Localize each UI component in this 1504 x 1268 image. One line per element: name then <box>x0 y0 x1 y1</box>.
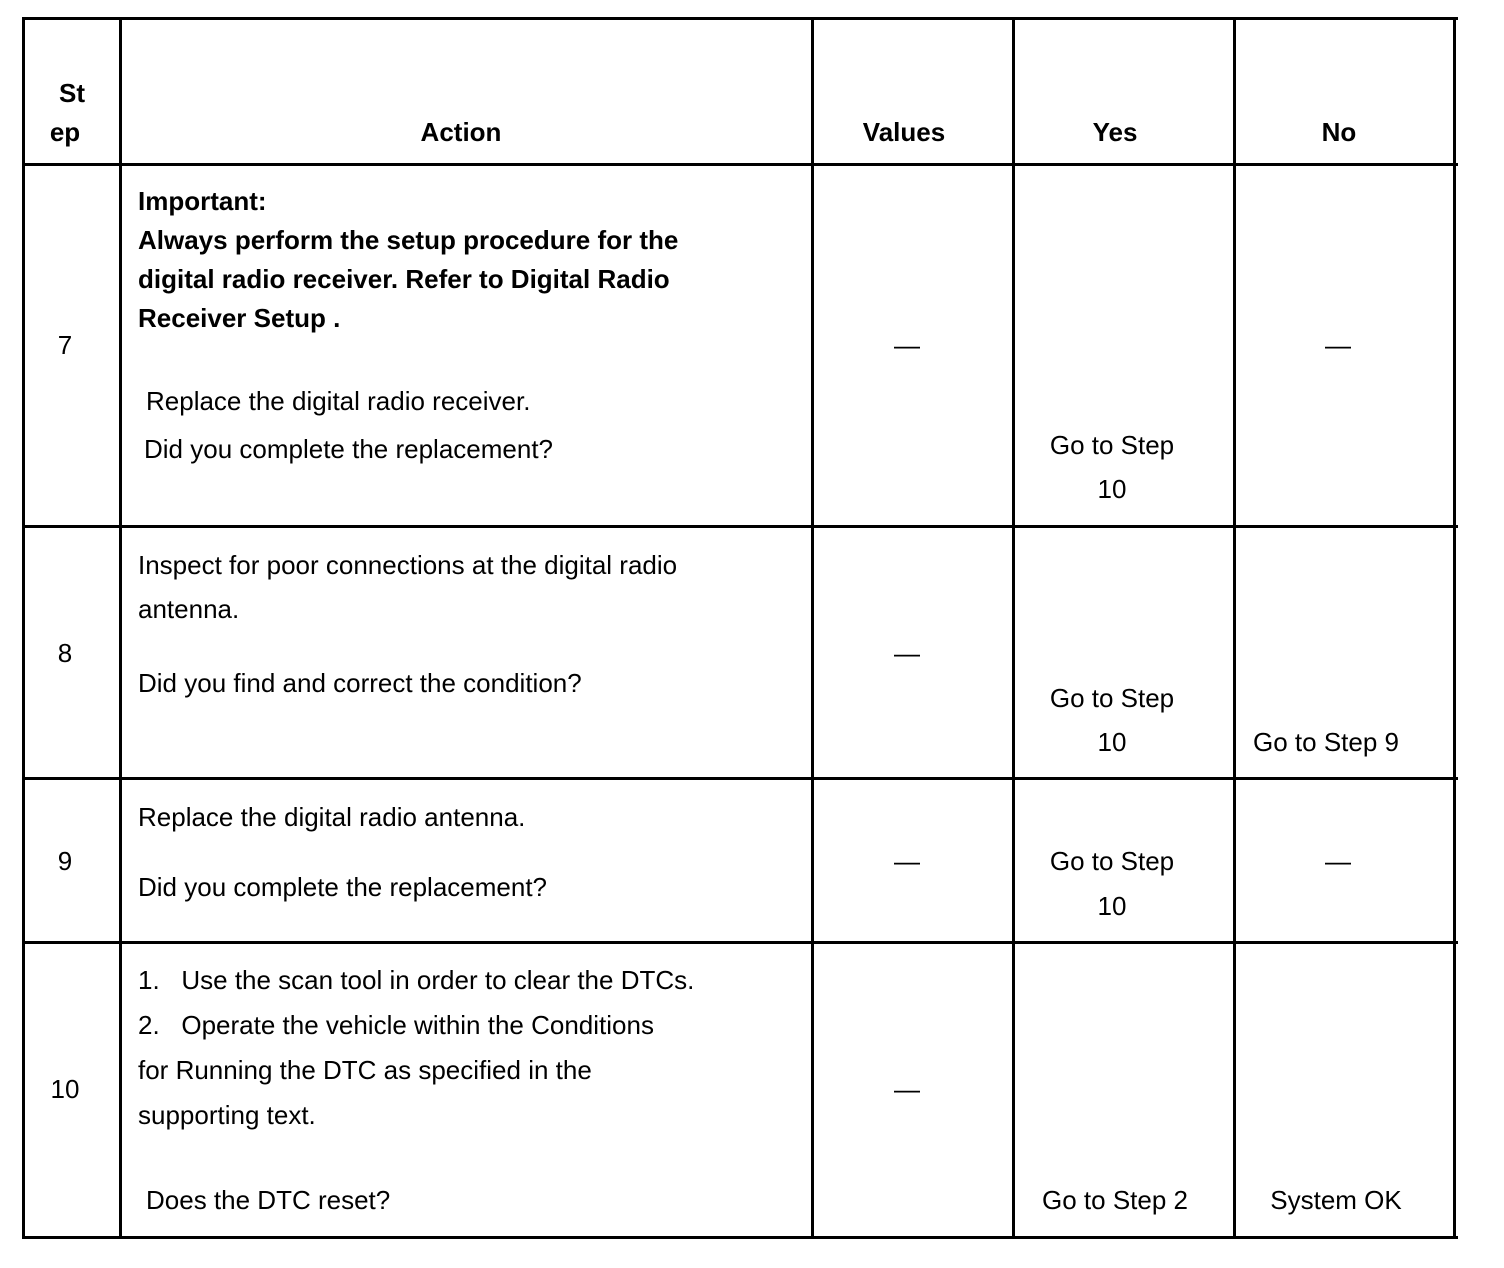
header-action: Action <box>420 117 502 147</box>
header-values: Values <box>862 117 946 147</box>
row-divider <box>22 777 1458 780</box>
step-number: 8 <box>57 638 73 668</box>
action-list-item: 2. Operate the vehicle within the Conditions <box>138 1010 654 1040</box>
column-divider <box>119 17 122 1239</box>
column-divider <box>1233 17 1236 1239</box>
column-divider <box>811 17 814 1239</box>
action-list-item: 1. Use the scan tool in order to clear the DTCs. <box>138 965 695 995</box>
values-cell: — <box>894 1074 920 1104</box>
action-text: Inspect for poor connections at the digital radio <box>138 550 678 580</box>
important-note-line: Receiver Setup . <box>138 303 341 333</box>
column-divider <box>1012 17 1015 1239</box>
important-note-line: Always perform the setup procedure for the <box>138 225 679 255</box>
header-no: No <box>1321 117 1357 147</box>
yes-cell: Go to Step <box>1049 683 1175 713</box>
action-question: Did you find and correct the condition? <box>138 668 582 698</box>
table-border-bottom <box>22 1236 1458 1239</box>
step-number: 9 <box>57 846 73 876</box>
action-text: supporting text. <box>138 1100 316 1130</box>
action-text: Replace the digital radio antenna. <box>138 802 526 832</box>
header-step-line1: St <box>59 78 85 108</box>
no-cell: Go to Step 9 <box>1253 727 1399 757</box>
yes-cell-step: 10 <box>1097 474 1127 504</box>
no-cell: System OK <box>1270 1185 1402 1215</box>
yes-cell: Go to Step <box>1049 430 1175 460</box>
row-divider <box>22 941 1458 944</box>
no-cell: — <box>1325 846 1351 876</box>
yes-cell: Go to Step <box>1049 846 1175 876</box>
yes-cell-step: 10 <box>1097 891 1127 921</box>
table-border-top <box>22 17 1458 20</box>
action-text: antenna. <box>138 594 240 624</box>
important-note-line: digital radio receiver. Refer to Digital Radio <box>138 264 670 294</box>
header-yes: Yes <box>1092 117 1138 147</box>
values-cell: — <box>894 330 920 360</box>
step-number: 7 <box>57 330 73 360</box>
table-border-left <box>22 17 25 1239</box>
action-text: Replace the digital radio receiver. <box>146 386 531 416</box>
action-question: Did you complete the replacement? <box>138 872 548 902</box>
yes-cell: Go to Step 2 <box>1042 1185 1188 1215</box>
row-divider <box>22 525 1458 528</box>
values-cell: — <box>894 638 920 668</box>
header-divider <box>22 163 1458 166</box>
action-question: Did you complete the replacement? <box>144 434 554 464</box>
important-label: Important: <box>138 186 267 216</box>
action-question: Does the DTC reset? <box>146 1185 391 1215</box>
yes-cell-step: 10 <box>1097 727 1127 757</box>
step-number: 10 <box>50 1074 80 1104</box>
action-text: for Running the DTC as specified in the <box>138 1055 592 1085</box>
table-border-right <box>1453 17 1456 1239</box>
values-cell: — <box>894 846 920 876</box>
header-step-line2: ep <box>49 117 81 147</box>
no-cell: — <box>1325 330 1351 360</box>
